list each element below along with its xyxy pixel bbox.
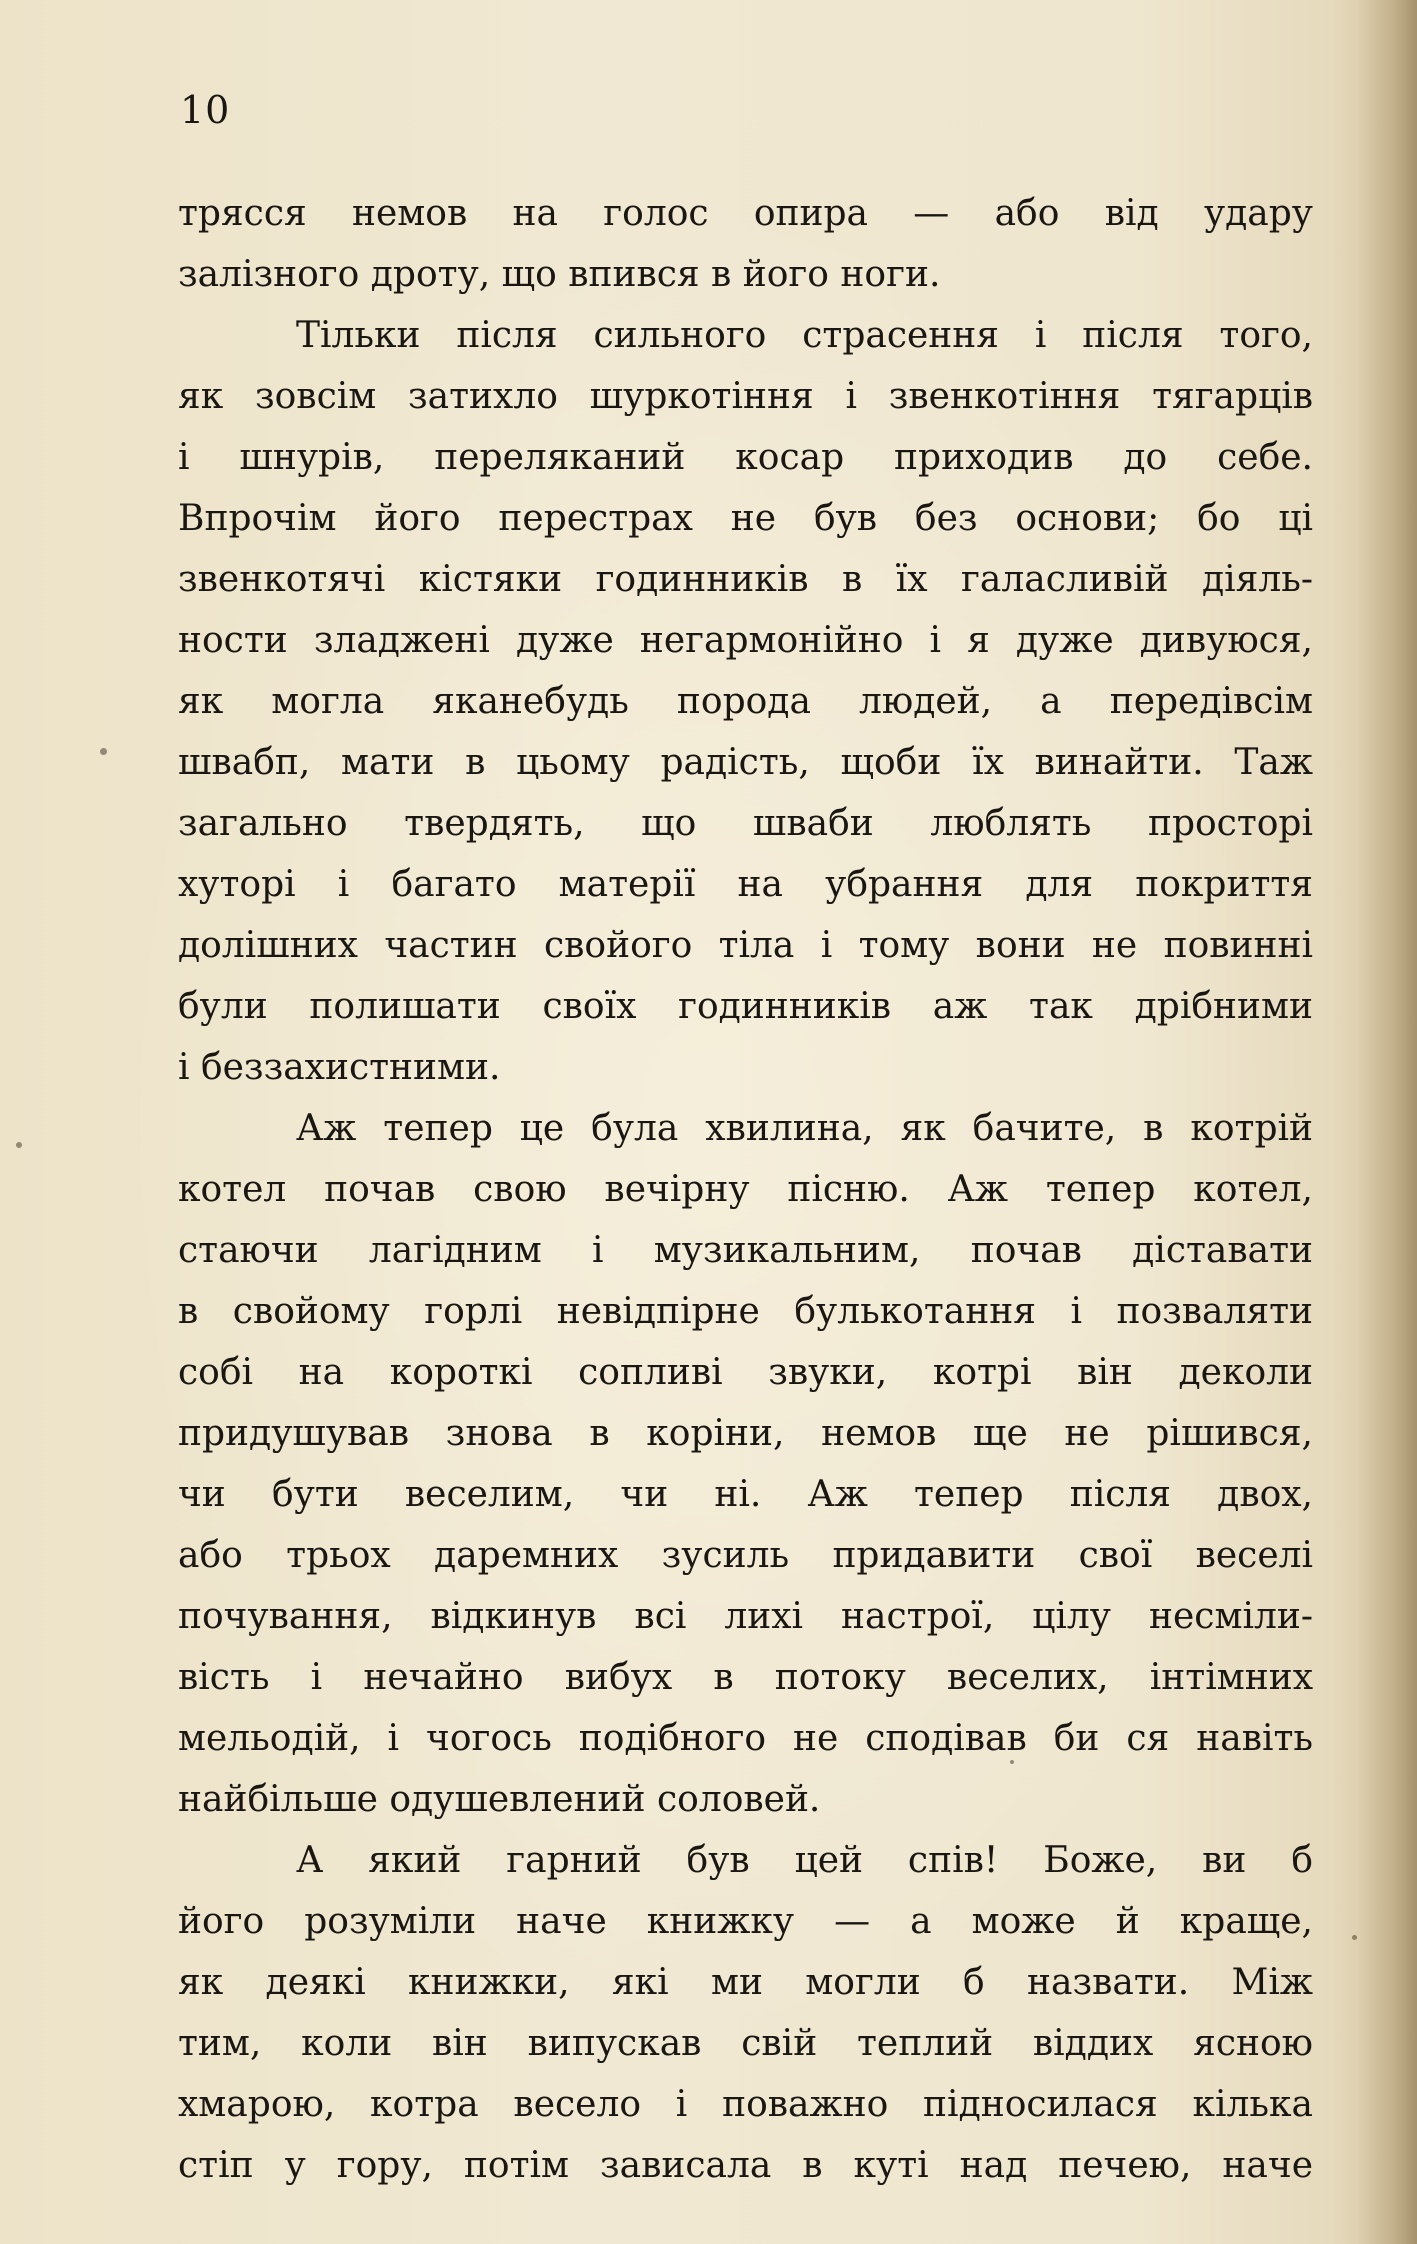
text-line: загально твердять, що шваби люблять просторі bbox=[178, 803, 1313, 844]
text-line: або трьох даремних зусиль придавити свої веселі bbox=[178, 1535, 1313, 1576]
paper-speck bbox=[16, 1142, 22, 1148]
paper-speck bbox=[1010, 1760, 1014, 1764]
text-line: були полишати своїх годинників аж так дрібними bbox=[178, 986, 1313, 1027]
text-line: як зовсім затихло шуркотіння і звенкотіння тягарців bbox=[178, 376, 1313, 417]
text-line: ности зладжені дуже негармонійно і я дуже дивуюся, bbox=[178, 620, 1313, 661]
text-line: звенкотячі кістяки годинників в їх галасливій діяль- bbox=[178, 559, 1313, 600]
text-line: котел почав свою вечірну пісню. Аж тепер котел, bbox=[178, 1169, 1313, 1210]
text-line: як могла яканебудь порода людей, а передівсім bbox=[178, 681, 1313, 722]
text-line: Тільки після сильного страсення і після того, bbox=[296, 315, 1313, 356]
binding-shadow bbox=[1357, 0, 1417, 2244]
text-line: швабп, мати в цьому радість, щоби їх винайти. Таж bbox=[178, 742, 1313, 783]
text-line: трясся немов на голос опира — або від удару bbox=[178, 193, 1313, 234]
text-line: як деякі книжки, які ми могли б назвати. Між bbox=[178, 1962, 1313, 2003]
paper-speck bbox=[100, 748, 107, 755]
text-line: вість і нечайно вибух в потоку веселих, інтімних bbox=[178, 1657, 1313, 1698]
text-line: найбільше одушевлений соловей. bbox=[178, 1779, 821, 1820]
text-line: стаючи лагідним і музикальним, почав діставати bbox=[178, 1230, 1313, 1271]
body-text bbox=[178, 183, 1313, 2196]
text-line: тим, коли він випускав свій теплий віддих ясною bbox=[178, 2023, 1313, 2064]
text-line: Впрочім його перестрах не був без основи; бо ці bbox=[178, 498, 1313, 539]
text-line: долішних частин свойого тіла і тому вони не повинні bbox=[178, 925, 1313, 966]
text-line: і беззахистними. bbox=[178, 1047, 501, 1088]
text-line: хмарою, котра весело і поважно підносилася кілька bbox=[178, 2084, 1313, 2125]
text-line: придушував знова в коріни, немов ще не рішився, bbox=[178, 1413, 1313, 1454]
text-line: стіп у гору, потім зависала в куті над печею, наче bbox=[178, 2145, 1313, 2186]
text-line: хуторі і багато матерії на убрання для покриття bbox=[178, 864, 1313, 905]
text-line: почування, відкинув всі лихі настрої, цілу несміли- bbox=[178, 1596, 1313, 1637]
text-line: залізного дроту, що впився в його ноги. bbox=[178, 254, 941, 295]
text-line: собі на короткі сопливі звуки, котрі він деколи bbox=[178, 1352, 1313, 1393]
paper-speck bbox=[1352, 1935, 1357, 1940]
text-line: Аж тепер це була хвилина, як бачите, в котрій bbox=[296, 1108, 1313, 1149]
text-line: його розуміли наче книжку — а може й краще, bbox=[178, 1901, 1313, 1942]
text-line: мельодій, і чогось подібного не сподівав би ся навіть bbox=[178, 1718, 1313, 1759]
text-line: в свойому горлі невідпірне булькотання і позваляти bbox=[178, 1291, 1313, 1332]
text-line: чи бути веселим, чи ні. Аж тепер після двох, bbox=[178, 1474, 1313, 1515]
text-line: і шнурів, переляканий косар приходив до себе. bbox=[178, 437, 1313, 478]
text-line: А який гарний був цей спів! Боже, ви б bbox=[296, 1840, 1313, 1881]
page-number: 10 bbox=[180, 88, 231, 132]
